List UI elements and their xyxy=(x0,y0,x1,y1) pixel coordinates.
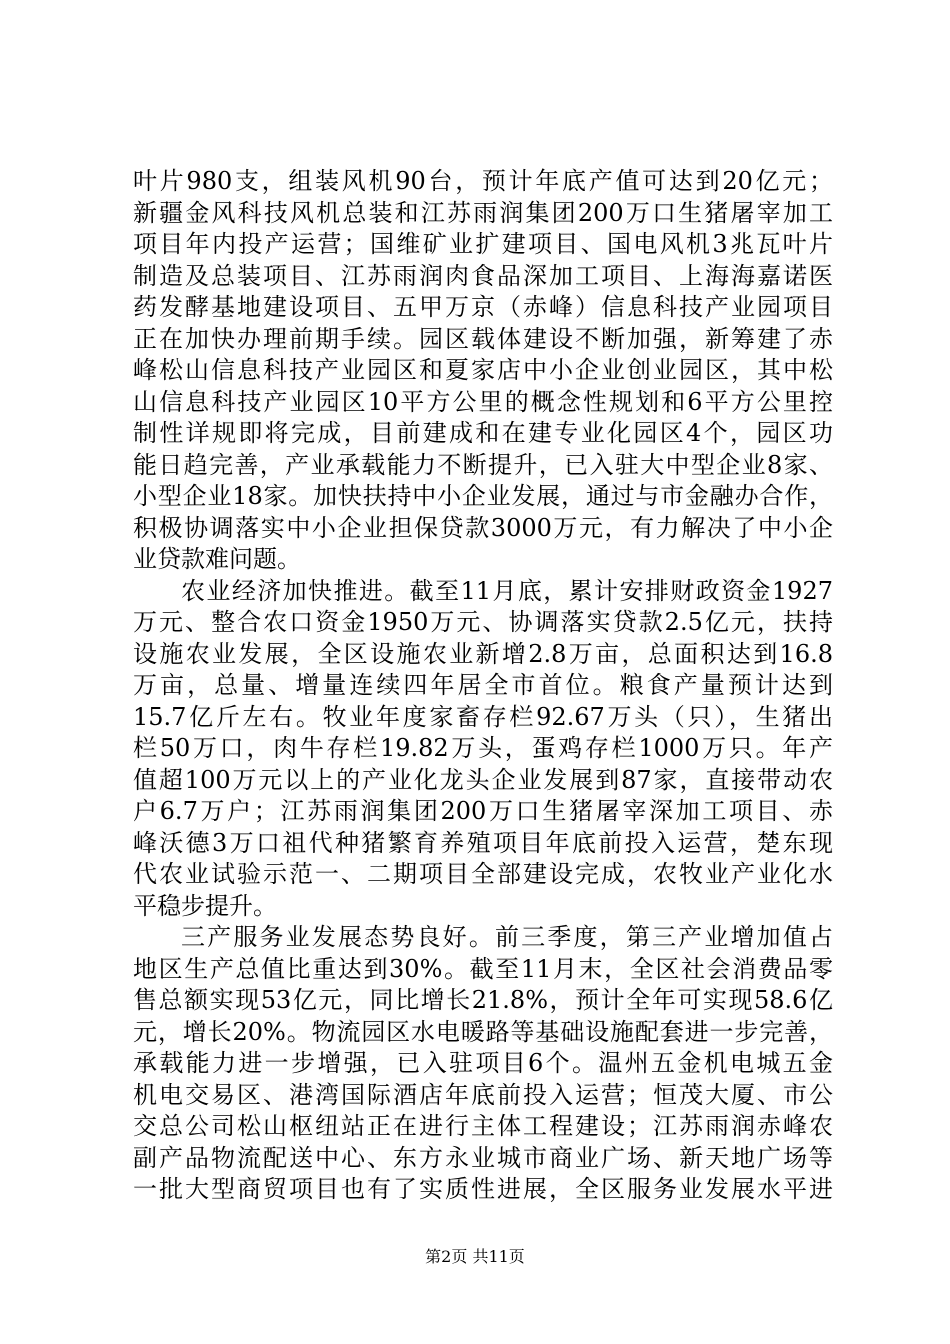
text-line: 万亩，总量、增量连续四年居全市首位。粮食产量预计达到 xyxy=(133,671,833,699)
page-footer: 第2页 共11页 xyxy=(425,1247,525,1266)
text-line: 正在加快办理前期手续。园区载体建设不断加强，新筹建了赤 xyxy=(133,324,833,353)
text-line: 售总额实现53亿元，同比增长21.8%，预计全年可实现58.6亿 xyxy=(133,986,833,1014)
body-text xyxy=(133,166,833,1206)
text-line: 制性详规即将完成，目前建成和在建专业化园区4个，园区功 xyxy=(133,419,833,447)
text-line: 设施农业发展，全区设施农业新增2.8万亩，总面积达到16.8 xyxy=(133,639,833,668)
text-line: 峰松山信息科技产业园区和夏家店中小企业创业园区，其中松 xyxy=(133,356,833,384)
text-line: 元，增长20%。物流园区水电暖路等基础设施配套进一步完善， xyxy=(133,1017,833,1046)
text-line: 三产服务业发展态势良好。前三季度，第三产业增加值占 xyxy=(181,923,833,951)
text-line: 平稳步提升。 xyxy=(133,891,277,920)
paragraph xyxy=(133,166,833,576)
text-line: 叶片980支，组装风机90台，预计年底产值可达到20亿元； xyxy=(133,167,833,195)
text-line: 制造及总装项目、江苏雨润肉食品深加工项目、上海海嘉诺医 xyxy=(133,261,833,290)
text-line: 业贷款难问题。 xyxy=(133,545,301,573)
text-line: 山信息科技产业园区10平方公里的概念性规划和6平方公里控 xyxy=(133,387,833,416)
text-line: 15.7亿斤左右。牧业年度家畜存栏92.67万头（只），生猪出 xyxy=(133,702,833,731)
text-line: 积极协调落实中小企业担保贷款3000万元，有力解决了中小企 xyxy=(133,513,833,542)
paragraph xyxy=(133,922,833,1206)
text-line: 承载能力进一步增强，已入驻项目6个。温州五金机电城五金 xyxy=(133,1049,833,1077)
text-line: 小型企业18家。加快扶持中小企业发展，通过与市金融办合作， xyxy=(133,482,833,510)
text-line: 一批大型商贸项目也有了实质性进展，全区服务业发展水平进 xyxy=(133,1175,833,1203)
text-line: 户6.7万户；江苏雨润集团200万口生猪屠宰深加工项目、赤 xyxy=(133,797,833,825)
text-line: 地区生产总值比重达到30%。截至11月末，全区社会消费品零 xyxy=(133,954,833,983)
paragraph xyxy=(133,576,833,923)
text-line: 副产品物流配送中心、东方永业城市商业广场、新天地广场等 xyxy=(133,1143,833,1172)
text-line: 能日趋完善，产业承载能力不断提升，已入驻大中型企业8家、 xyxy=(133,450,833,479)
text-line: 机电交易区、港湾国际酒店年底前投入运营；恒茂大厦、市公 xyxy=(133,1080,833,1109)
text-line: 交总公司松山枢纽站正在进行主体工程建设；江苏雨润赤峰农 xyxy=(133,1112,833,1140)
text-line: 农业经济加快推进。截至11月底，累计安排财政资金1927 xyxy=(181,576,833,605)
text-line: 峰沃德3万口祖代种猪繁育养殖项目年底前投入运营，楚东现 xyxy=(133,828,833,857)
text-line: 万元、整合农口资金1950万元、协调落实贷款2.5亿元，扶持 xyxy=(133,608,833,636)
text-line: 新疆金风科技风机总装和江苏雨润集团200万口生猪屠宰加工 xyxy=(133,198,833,227)
text-line: 值超100万元以上的产业化龙头企业发展到87家，直接带动农 xyxy=(133,765,833,794)
text-line: 代农业试验示范一、二期项目全部建设完成，农牧业产业化水 xyxy=(133,860,833,888)
text-line: 药发酵基地建设项目、五甲万京（赤峰）信息科技产业园项目 xyxy=(133,293,833,321)
text-line: 栏50万口，肉牛存栏19.82万头，蛋鸡存栏1000万只。年产 xyxy=(133,734,833,762)
text-line: 项目年内投产运营；国维矿业扩建项目、国电风机3兆瓦叶片 xyxy=(133,230,833,258)
